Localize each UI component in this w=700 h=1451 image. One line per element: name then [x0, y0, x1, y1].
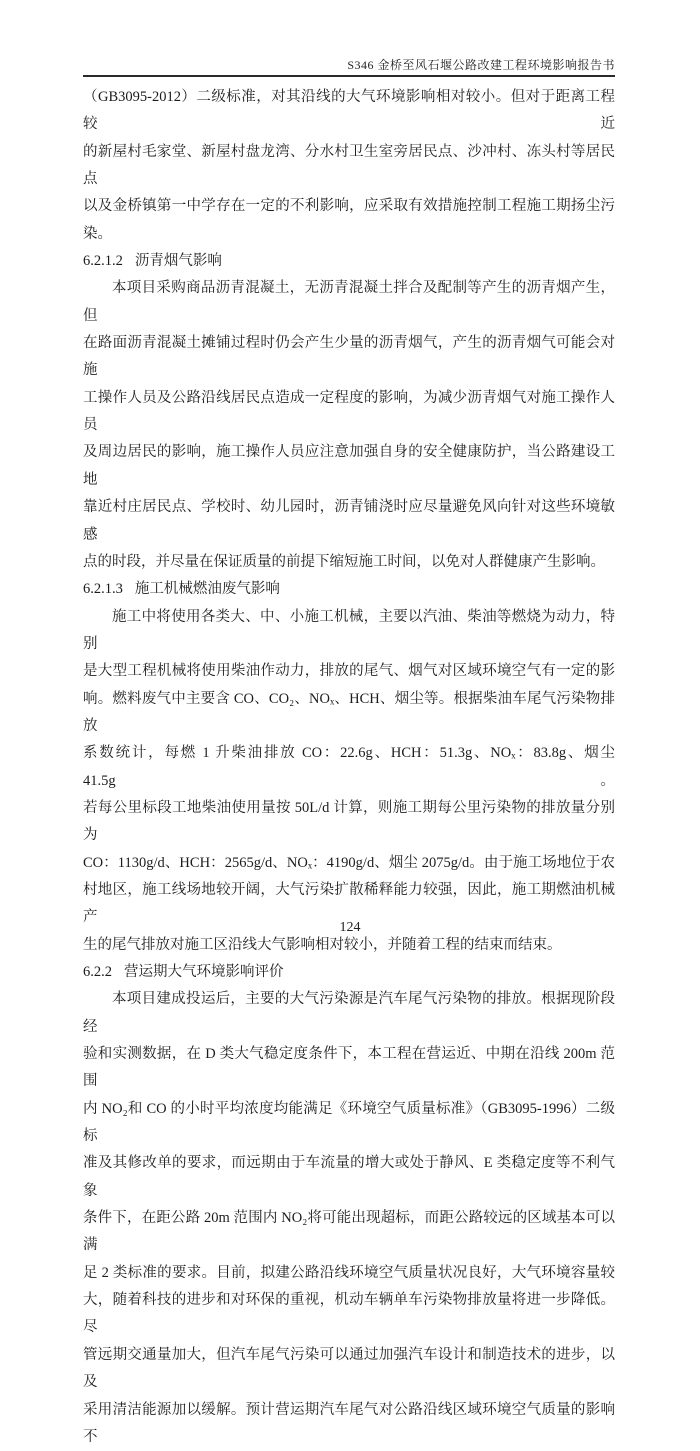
text-line: 响。燃料废气中主要含 CO、CO₂、NOₓ、HCH、烟尘等。根据柴油车尾气污染物排放 — [83, 686, 615, 741]
text-line: （GB3095-2012）二级标准，对其沿线的大气环境影响相对较小。但对于距离工程较近 — [83, 84, 615, 139]
text-line: 村地区，施工线场地较开阔，大气污染扩散稀释能力较强，因此，施工期燃油机械产 — [83, 877, 615, 932]
text-line: 管远期交通量加大，但汽车尾气污染可以通过加强汽车设计和制造技术的进步，以及 — [83, 1342, 615, 1397]
section-heading — [83, 959, 615, 986]
text-line: 染。 — [83, 221, 615, 248]
text-line: 点的时段，并尽量在保证质量的前提下缩短施工时间，以免对人群健康产生影响。 — [83, 549, 615, 576]
section-number: 6.2.2 — [83, 959, 112, 986]
header-divider — [83, 75, 615, 77]
document-body — [83, 84, 615, 1451]
section-title: 营运期大气环境影响评价 — [124, 964, 284, 980]
text-line: 若每公里标段工地柴油使用量按 50L/d 计算，则施工期每公里污染物的排放量分别为 — [83, 795, 615, 850]
section-heading — [83, 248, 615, 275]
page-number: 124 — [0, 920, 700, 936]
section-heading — [83, 576, 615, 603]
text-line: 系数统计，每燃 1 升柴油排放 CO：22.6g、HCH：51.3g、NOₓ：83.8g、烟尘 41.5g。 — [83, 740, 615, 795]
text-line: 及周边居民的影响，施工操作人员应注意加强自身的安全健康防护，当公路建设工地 — [83, 439, 615, 494]
header-report-title: S346 金桥至风石堰公路改建工程环境影响报告书 — [83, 56, 615, 73]
text-line: 以及金桥镇第一中学存在一定的不利影响，应采取有效措施控制工程施工期扬尘污 — [83, 193, 615, 220]
section-number: 6.2.1.3 — [83, 576, 123, 603]
text-line: 是大型工程机械将使用柴油作动力，排放的尾气、烟气对区域环境空气有一定的影 — [83, 658, 615, 685]
text-line: 的新屋村毛家堂、新屋村盘龙湾、分水村卫生室旁居民点、沙冲村、冻头村等居民点 — [83, 139, 615, 194]
text-line: 在路面沥青混凝土摊铺过程时仍会产生少量的沥青烟气，产生的沥青烟气可能会对施 — [83, 330, 615, 385]
section-number: 6.2.1.2 — [83, 248, 123, 275]
section-title: 施工机械燃油废气影响 — [135, 581, 280, 597]
section-title: 沥青烟气影响 — [135, 253, 222, 269]
text-line: 施工中将使用各类大、中、小施工机械，主要以汽油、柴油等燃烧为动力，特别 — [83, 604, 615, 659]
text-line: 采用清洁能源加以缓解。预计营运期汽车尾气对公路沿线区域环境空气质量的影响不 — [83, 1397, 615, 1451]
text-line: 工操作人员及公路沿线居民点造成一定程度的影响，为减少沥青烟气对施工操作人员 — [83, 385, 615, 440]
text-line: 足 2 类标准的要求。目前，拟建公路沿线环境空气质量状况良好，大气环境容量较 — [83, 1260, 615, 1287]
text-line: 准及其修改单的要求，而远期由于车流量的增大或处于静风、E 类稳定度等不利气象 — [83, 1150, 615, 1205]
text-line: 内 NO₂和 CO 的小时平均浓度均能满足《环境空气质量标准》（GB3095-1996）二级标 — [83, 1096, 615, 1151]
text-line: 靠近村庄居民点、学校时、幼儿园时，沥青铺浇时应尽量避免风向针对这些环境敏感 — [83, 494, 615, 549]
text-line: 本项目建成投运后，主要的大气污染源是汽车尾气污染物的排放。根据现阶段经 — [83, 986, 615, 1041]
text-line: 大，随着科技的进步和对环保的重视，机动车辆单车污染物排放量将进一步降低。尽 — [83, 1287, 615, 1342]
text-line: 验和实测数据，在 D 类大气稳定度条件下，本工程在营运近、中期在沿线 200m 范围 — [83, 1041, 615, 1096]
text-line: 生的尾气排放对施工区沿线大气影响相对较小，并随着工程的结束而结束。 — [83, 932, 615, 959]
text-line: CO：1130g/d、HCH：2565g/d、NOₓ：4190g/d、烟尘 2075g/d。由于施工场地位于农 — [83, 850, 615, 877]
text-line: 本项目采购商品沥青混凝土，无沥青混凝土拌合及配制等产生的沥青烟产生，但 — [83, 275, 615, 330]
text-line: 条件下，在距公路 20m 范围内 NO₂将可能出现超标，而距公路较远的区域基本可以满 — [83, 1205, 615, 1260]
